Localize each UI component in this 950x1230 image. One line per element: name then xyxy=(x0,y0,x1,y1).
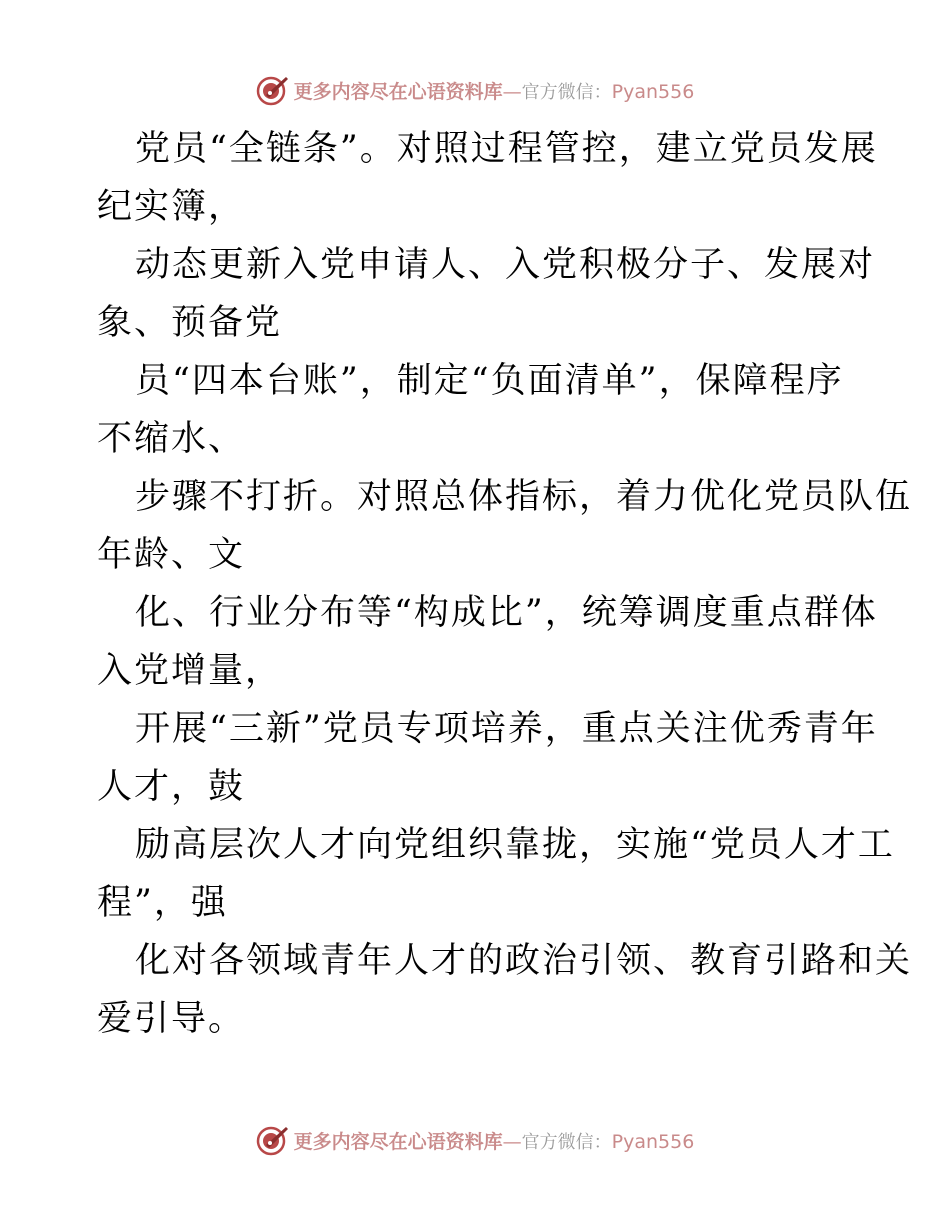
paragraph-line: 不缩水、 xyxy=(97,419,246,459)
paragraph-line: 人才，鼓 xyxy=(97,767,246,807)
paragraph-line: 象、预备党 xyxy=(97,303,283,343)
paragraph-line: 开展“三新”党员专项培养，重点关注优秀青年 xyxy=(135,709,878,749)
banner-text: 更多内容尽在心语资料库—官方微信：Pyan556 xyxy=(293,1130,695,1153)
paragraph-line: 入党增量， xyxy=(97,651,283,691)
paragraph-line: 化对各领域青年人才的政治引领、教育引路和关 xyxy=(135,941,913,981)
paragraph-line: 纪实簿， xyxy=(97,187,246,227)
paragraph-line: 程”，强 xyxy=(97,883,228,923)
pen-logo-icon xyxy=(256,1123,290,1157)
header-banner xyxy=(0,70,950,110)
footer-banner xyxy=(0,1120,950,1160)
document-body xyxy=(97,120,913,1048)
paragraph-line: 励高层次人才向党组织靠拢，实施“党员人才工 xyxy=(135,825,895,865)
paragraph-line: 年龄、文 xyxy=(97,535,246,575)
banner-text: 更多内容尽在心语资料库—官方微信：Pyan556 xyxy=(293,80,695,103)
paragraph-line: 步骤不打折。对照总体指标，着力优化党员队伍 xyxy=(135,477,913,517)
pen-logo-icon xyxy=(256,73,290,107)
paragraph-line: 动态更新入党申请人、入党积极分子、发展对 xyxy=(135,245,876,285)
paragraph-line: 化、行业分布等“构成比”，统筹调度重点群体 xyxy=(135,593,878,633)
paragraph-line: 员“四本台账”，制定“负面清单”，保障程序 xyxy=(135,361,844,401)
paragraph-line: 爱引导。 xyxy=(97,999,246,1039)
paragraph-line: 党员“全链条”。对照过程管控，建立党员发展 xyxy=(135,129,878,169)
